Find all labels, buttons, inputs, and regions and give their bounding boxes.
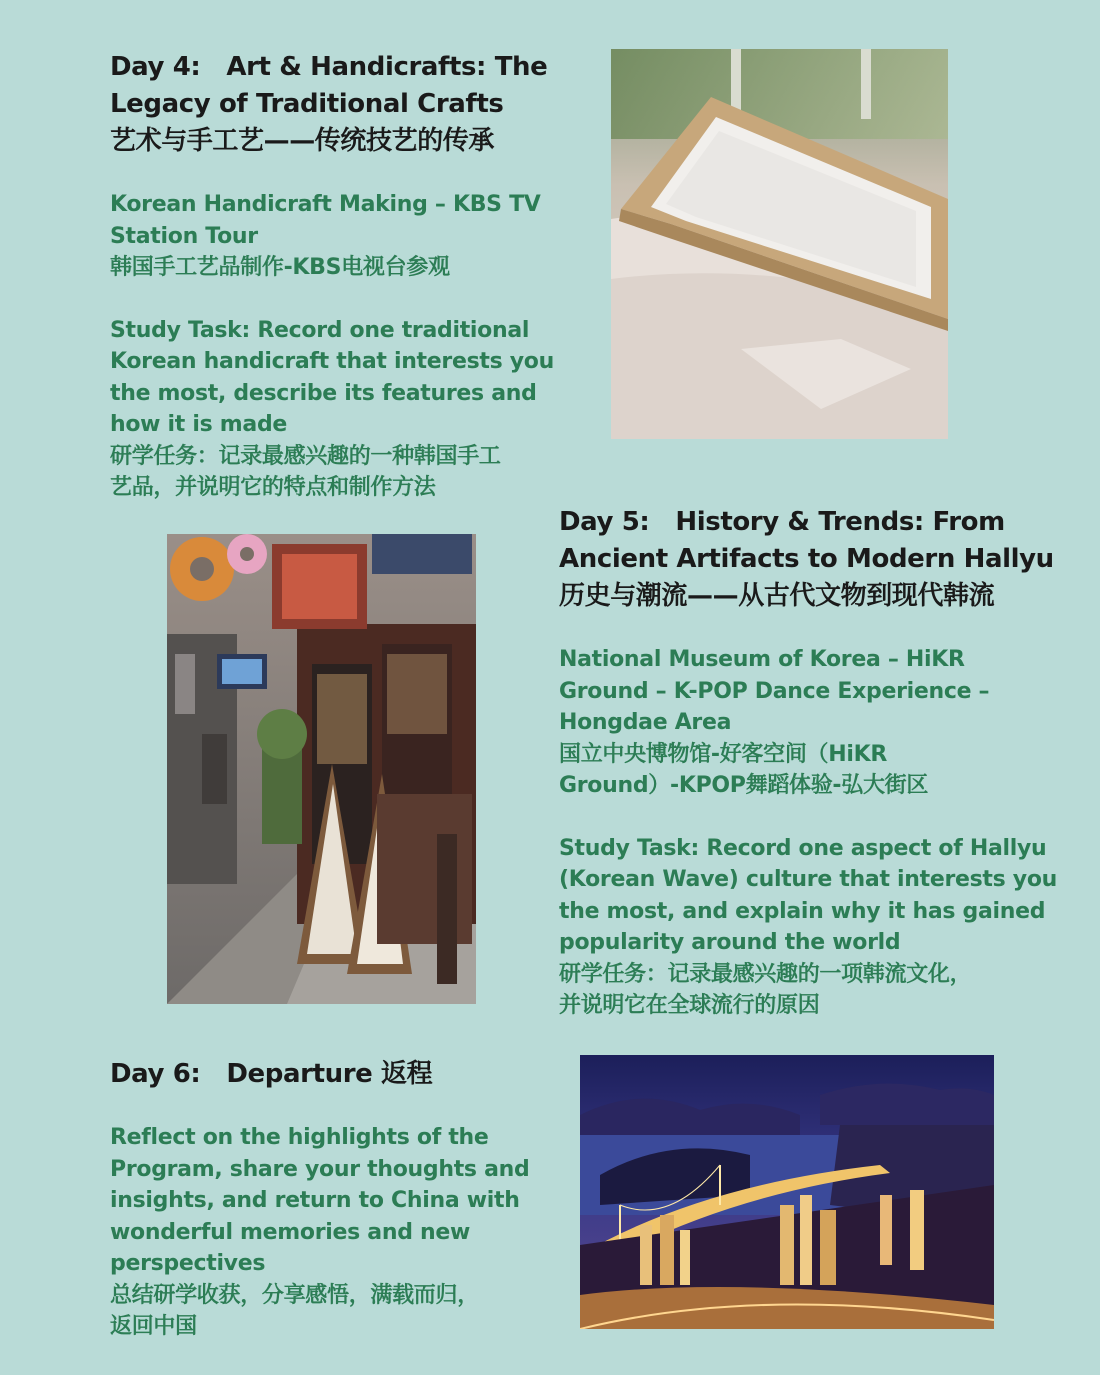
day4-task-line: Study Task: Record one traditional — [110, 317, 530, 343]
day5-itinerary-line: Ground）-KPOP舞蹈体验-弘大街区 — [559, 773, 929, 798]
day5-itinerary-line: 国立中央博物馆-好客空间（HiKR — [559, 741, 887, 767]
day5-itinerary-line: Ground – K-POP Dance Experience – — [559, 678, 990, 704]
day4-title-line: Legacy of Traditional Crafts — [110, 89, 504, 119]
day6-section — [110, 1056, 529, 1343]
day5-task-line: the most, and explain why it has gained — [559, 898, 1046, 924]
day5-study-task — [559, 833, 1057, 1022]
day6-body-line: insights, and return to China with — [110, 1188, 520, 1213]
day4-itinerary-line: Korean Handicraft Making – KBS TV — [110, 192, 541, 217]
day4-itinerary-line: 韩国手工艺品制作-KBS电视台参观 — [110, 255, 450, 280]
day4-itinerary — [110, 189, 554, 284]
day6-body-line: wonderful memories and new — [110, 1219, 471, 1245]
day5-title-line: 历史与潮流——从古代文物到现代韩流 — [559, 581, 995, 611]
day4-task-line: how it is made — [110, 412, 288, 437]
day4-title — [110, 49, 554, 160]
day5-itinerary — [559, 644, 1057, 802]
day6-title — [110, 1056, 529, 1093]
day4-section — [110, 49, 554, 504]
day5-task-line: (Korean Wave) culture that interests you — [559, 867, 1058, 892]
day4-task-line: Korean handicraft that interests you — [110, 349, 554, 374]
day5-itinerary-line: Hongdae Area — [559, 710, 732, 735]
busan-night-photo — [580, 1055, 994, 1329]
day5-task-line: 研学任务：记录最感兴趣的一项韩流文化， — [559, 961, 972, 987]
day5-itinerary-line: National Museum of Korea – HiKR — [559, 647, 965, 672]
day4-itinerary-line: Station Tour — [110, 223, 258, 249]
day4-task-line: 艺品，并说明它的特点和制作方法 — [110, 475, 436, 500]
handicraft-photo — [611, 49, 948, 439]
day6-title-line: Day 6: Departure 返程 — [110, 1059, 433, 1089]
day6-body-line: 总结研学收获，分享感悟，满载而归， — [110, 1282, 479, 1308]
day4-title-line: 艺术与手工艺——传统技艺的传承 — [110, 126, 495, 156]
day5-section — [559, 504, 1057, 1022]
day5-title — [559, 504, 1057, 615]
day5-title-line: Ancient Artifacts to Modern Hallyu — [559, 544, 1054, 574]
day5-task-line: popularity around the world — [559, 930, 901, 955]
day6-body-line: perspectives — [110, 1251, 266, 1276]
day4-study-task — [110, 315, 554, 504]
day4-task-line: 研学任务：记录最感兴趣的一种韩国手工 — [110, 443, 501, 469]
day5-title-line: Day 5: History & Trends: From — [559, 507, 1005, 537]
day5-task-line: Study Task: Record one aspect of Hallyu — [559, 835, 1047, 861]
day6-body-line: Reflect on the highlights of the — [110, 1125, 489, 1150]
day6-body-line: 返回中国 — [110, 1314, 197, 1339]
day6-body — [110, 1122, 529, 1343]
day4-task-line: the most, describe its features and — [110, 380, 537, 406]
hongdae-street-photo — [167, 534, 476, 1004]
day6-body-line: Program, share your thoughts and — [110, 1156, 530, 1182]
day5-task-line: 并说明它在全球流行的原因 — [559, 993, 820, 1018]
day4-title-line: Day 4: Art & Handicrafts: The — [110, 52, 548, 82]
